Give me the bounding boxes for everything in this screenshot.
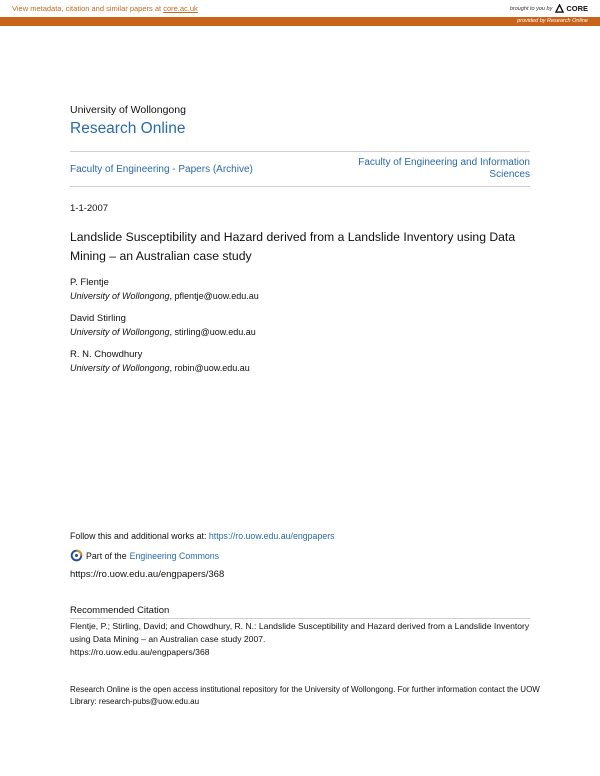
repository-footer: Research Online is the open access institutional repository for the University of Wollongong. For further information contact the UOW Library: research-pubs@uow.edu.au	[70, 685, 540, 706]
author-affiliation	[70, 363, 250, 373]
affiliation-name: University of Wollongong	[70, 363, 170, 373]
core-logo-icon	[555, 4, 564, 13]
repository-name[interactable]: Research Online	[70, 120, 186, 137]
citation-divider	[70, 618, 530, 619]
paper-title: Landslide Susceptibility and Hazard derived from a Landslide Inventory using Data Mining – an Australian case study	[70, 230, 516, 263]
brought-by-text: brought to you by	[509, 5, 553, 12]
follow-text: Follow this and additional works at:	[70, 531, 209, 541]
author-email: , robin@uow.edu.au	[169, 363, 250, 373]
affiliation-name: University of Wollongong	[70, 291, 170, 301]
citation-heading: Recommended Citation	[70, 605, 170, 616]
core-link[interactable]: core.ac.uk	[163, 4, 198, 13]
follow-line	[70, 531, 335, 541]
author-name: R. N. Chowdhury	[70, 349, 143, 360]
core-banner	[0, 0, 600, 17]
network-logo-icon	[70, 549, 83, 562]
faculty-link-right[interactable]: Faculty of Engineering and Information Sciences	[358, 157, 530, 180]
provided-by-bar	[0, 17, 600, 26]
affiliation-name: University of Wollongong	[70, 327, 170, 337]
author-email: , stirling@uow.edu.au	[169, 327, 256, 337]
core-metadata-text: View metadata, citation and similar papers at	[12, 4, 164, 13]
citation-url[interactable]: https://ro.uow.edu.au/engpapers/368	[70, 647, 210, 657]
core-logo-label: CORE	[566, 4, 588, 13]
citation-block	[70, 620, 540, 659]
commons-link[interactable]: Engineering Commons	[129, 550, 220, 561]
author-affiliation	[70, 291, 259, 301]
author-email: , pflentje@uow.edu.au	[169, 291, 259, 301]
citation-text: Flentje, P.; Stirling, David; and Chowdhury, R. N.: Landslide Susceptibility and Hazard derived from a Landslide Inventory using Data Mining – an Australian case study 2007.	[70, 621, 530, 644]
faculty-link-left[interactable]: Faculty of Engineering - Papers (Archive)	[70, 164, 253, 175]
author-affiliation	[70, 327, 256, 337]
university-name: University of Wollongong	[70, 104, 186, 116]
divider-bottom	[70, 186, 530, 187]
author-name: David Stirling	[70, 313, 126, 324]
follow-link[interactable]: https://ro.uow.edu.au/engpapers	[208, 531, 335, 541]
core-logo[interactable]	[555, 4, 588, 13]
divider-top	[70, 151, 530, 152]
author-name: P. Flentje	[70, 277, 109, 288]
part-of-text: Part of the	[86, 550, 127, 561]
handle-url[interactable]: https://ro.uow.edu.au/engpapers/368	[70, 569, 225, 580]
core-metadata-notice	[12, 4, 198, 13]
part-of-line	[70, 549, 219, 562]
publication-date: 1-1-2007	[70, 203, 109, 214]
provided-by-text: provided by Research Online	[517, 18, 588, 24]
brought-by	[510, 4, 588, 13]
